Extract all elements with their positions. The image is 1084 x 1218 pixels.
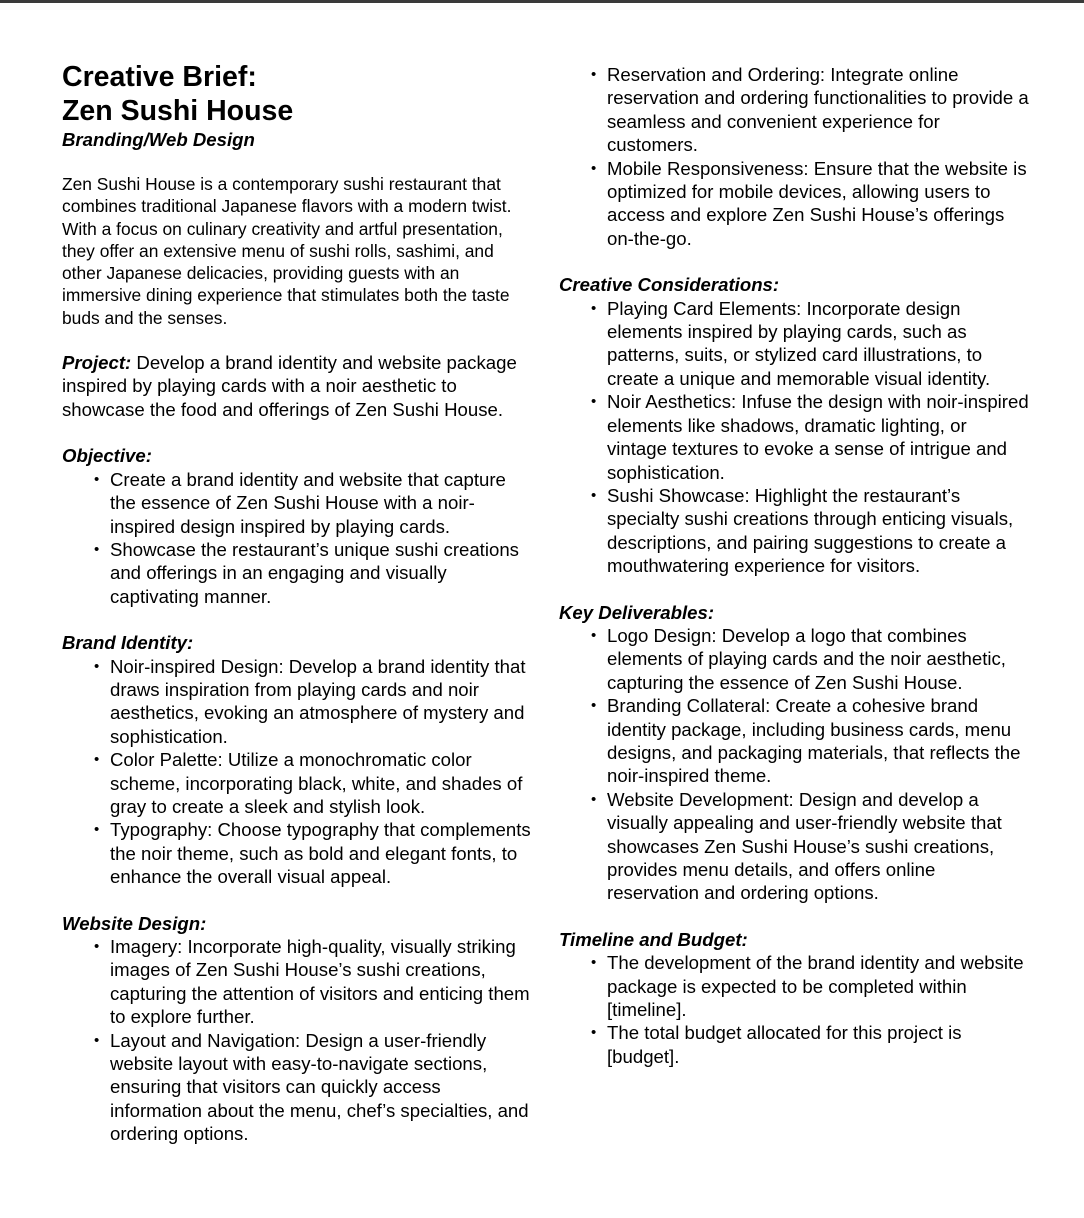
key-deliverables-heading: Key Deliverables: [559, 601, 715, 623]
website-design-list [62, 935, 532, 1146]
creative-considerations-section [559, 273, 1029, 577]
objective-list [62, 468, 532, 608]
project-text: Develop a brand identity and website package inspired by playing cards with a noir aesthetic to showcase the food and offerings of Zen Sushi House. [62, 352, 517, 420]
list-item: • Sushi Showcase: Highlight the restaurant’s specialty sushi creations through enticing visuals, descriptions, and pairing suggestions to create a mouthwatering experience for visitors. [607, 484, 1029, 578]
list-item: • Noir Aesthetics: Infuse the design with noir-inspired elements like shadows, dramatic lighting, or vintage textures to evoke a sense of intrigue and sophistication. [607, 390, 1029, 484]
list-item: • Color Palette: Utilize a monochromatic color scheme, incorporating black, white, and shades of gray to create a sleek and stylish look. [110, 748, 532, 818]
key-deliverables-list [559, 624, 1029, 905]
brand-identity-heading: Brand Identity: [62, 632, 194, 654]
list-item: • The development of the brand identity and website package is expected to be completed within [timeline]. [607, 951, 1029, 1021]
timeline-budget-heading: Timeline and Budget: [559, 928, 748, 950]
right-column [559, 63, 1029, 1091]
website-design-list-continued [559, 63, 1029, 250]
list-item: • Logo Design: Develop a logo that combines elements of playing cards and the noir aesthetic, capturing the essence of Zen Sushi House. [607, 624, 1029, 694]
key-deliverables-section [559, 601, 1029, 905]
creative-considerations-list [559, 297, 1029, 578]
list-item: • Branding Collateral: Create a cohesive brand identity package, including business cards, menu designs, and packaging materials, that reflects the noir-inspired theme. [607, 694, 1029, 788]
list-item: • Playing Card Elements: Incorporate design elements inspired by playing cards, such as patterns, suits, or stylized card illustrations, to create a unique and memorable visual identity. [607, 297, 1029, 391]
list-item: • Imagery: Incorporate high-quality, visually striking images of Zen Sushi House’s sushi creations, capturing the attention of visitors and enticing them to explore further. [110, 935, 532, 1029]
title-line-2: Zen Sushi House [62, 95, 294, 127]
brand-identity-list [62, 655, 532, 889]
website-design-heading: Website Design: [62, 912, 207, 934]
left-column [62, 60, 532, 1169]
list-item: • Reservation and Ordering: Integrate online reservation and ordering functionalities to provide a seamless and convenient experience for customers. [607, 63, 1029, 157]
list-item: • Noir-inspired Design: Develop a brand identity that draws inspiration from playing cards and noir aesthetics, evoking an atmosphere of mystery and sophistication. [110, 655, 532, 749]
list-item: • Typography: Choose typography that complements the noir theme, such as bold and elegant fonts, to enhance the overall visual appeal. [110, 818, 532, 888]
website-design-section [62, 912, 532, 1146]
project-label: Project: [62, 352, 132, 374]
list-item: • Create a brand identity and website that capture the essence of Zen Sushi House with a noir-inspired design inspired by playing cards. [110, 468, 532, 538]
page-subtitle: Branding/Web Design [62, 129, 255, 150]
top-border [0, 0, 1084, 3]
list-item: • Website Development: Design and develop a visually appealing and user-friendly website that showcases Zen Sushi House’s sushi creations, provides menu details, and offers online reservation and ordering options. [607, 788, 1029, 905]
timeline-budget-list [559, 951, 1029, 1068]
timeline-budget-section [559, 928, 1029, 1068]
list-item: • Showcase the restaurant’s unique sushi creations and offerings in an engaging and visually captivating manner. [110, 538, 532, 608]
project-paragraph [62, 351, 532, 421]
brand-identity-section [62, 631, 532, 888]
objective-section [62, 444, 532, 608]
list-item: • The total budget allocated for this project is [budget]. [607, 1021, 1029, 1068]
objective-heading: Objective: [62, 445, 152, 467]
intro-paragraph: Zen Sushi House is a contemporary sushi restaurant that combines traditional Japanese flavors with a modern twist. With a focus on culinary creativity and artful presentation, they offer an extensive menu of sushi rolls, sashimi, and other Japanese delicacies, providing guests with an immersive dining experience that stimulates both the taste buds and the senses. [62, 174, 512, 328]
list-item: • Layout and Navigation: Design a user-friendly website layout with easy-to-navigate sections, ensuring that visitors can quickly access information about the menu, chef’s specialties, and ordering options. [110, 1029, 532, 1146]
creative-considerations-heading: Creative Considerations: [559, 274, 780, 296]
title-line-1: Creative Brief: [62, 61, 257, 93]
page-title [62, 60, 532, 128]
list-item: • Mobile Responsiveness: Ensure that the website is optimized for mobile devices, allowing users to access and explore Zen Sushi House’s offerings on-the-go. [607, 157, 1029, 251]
